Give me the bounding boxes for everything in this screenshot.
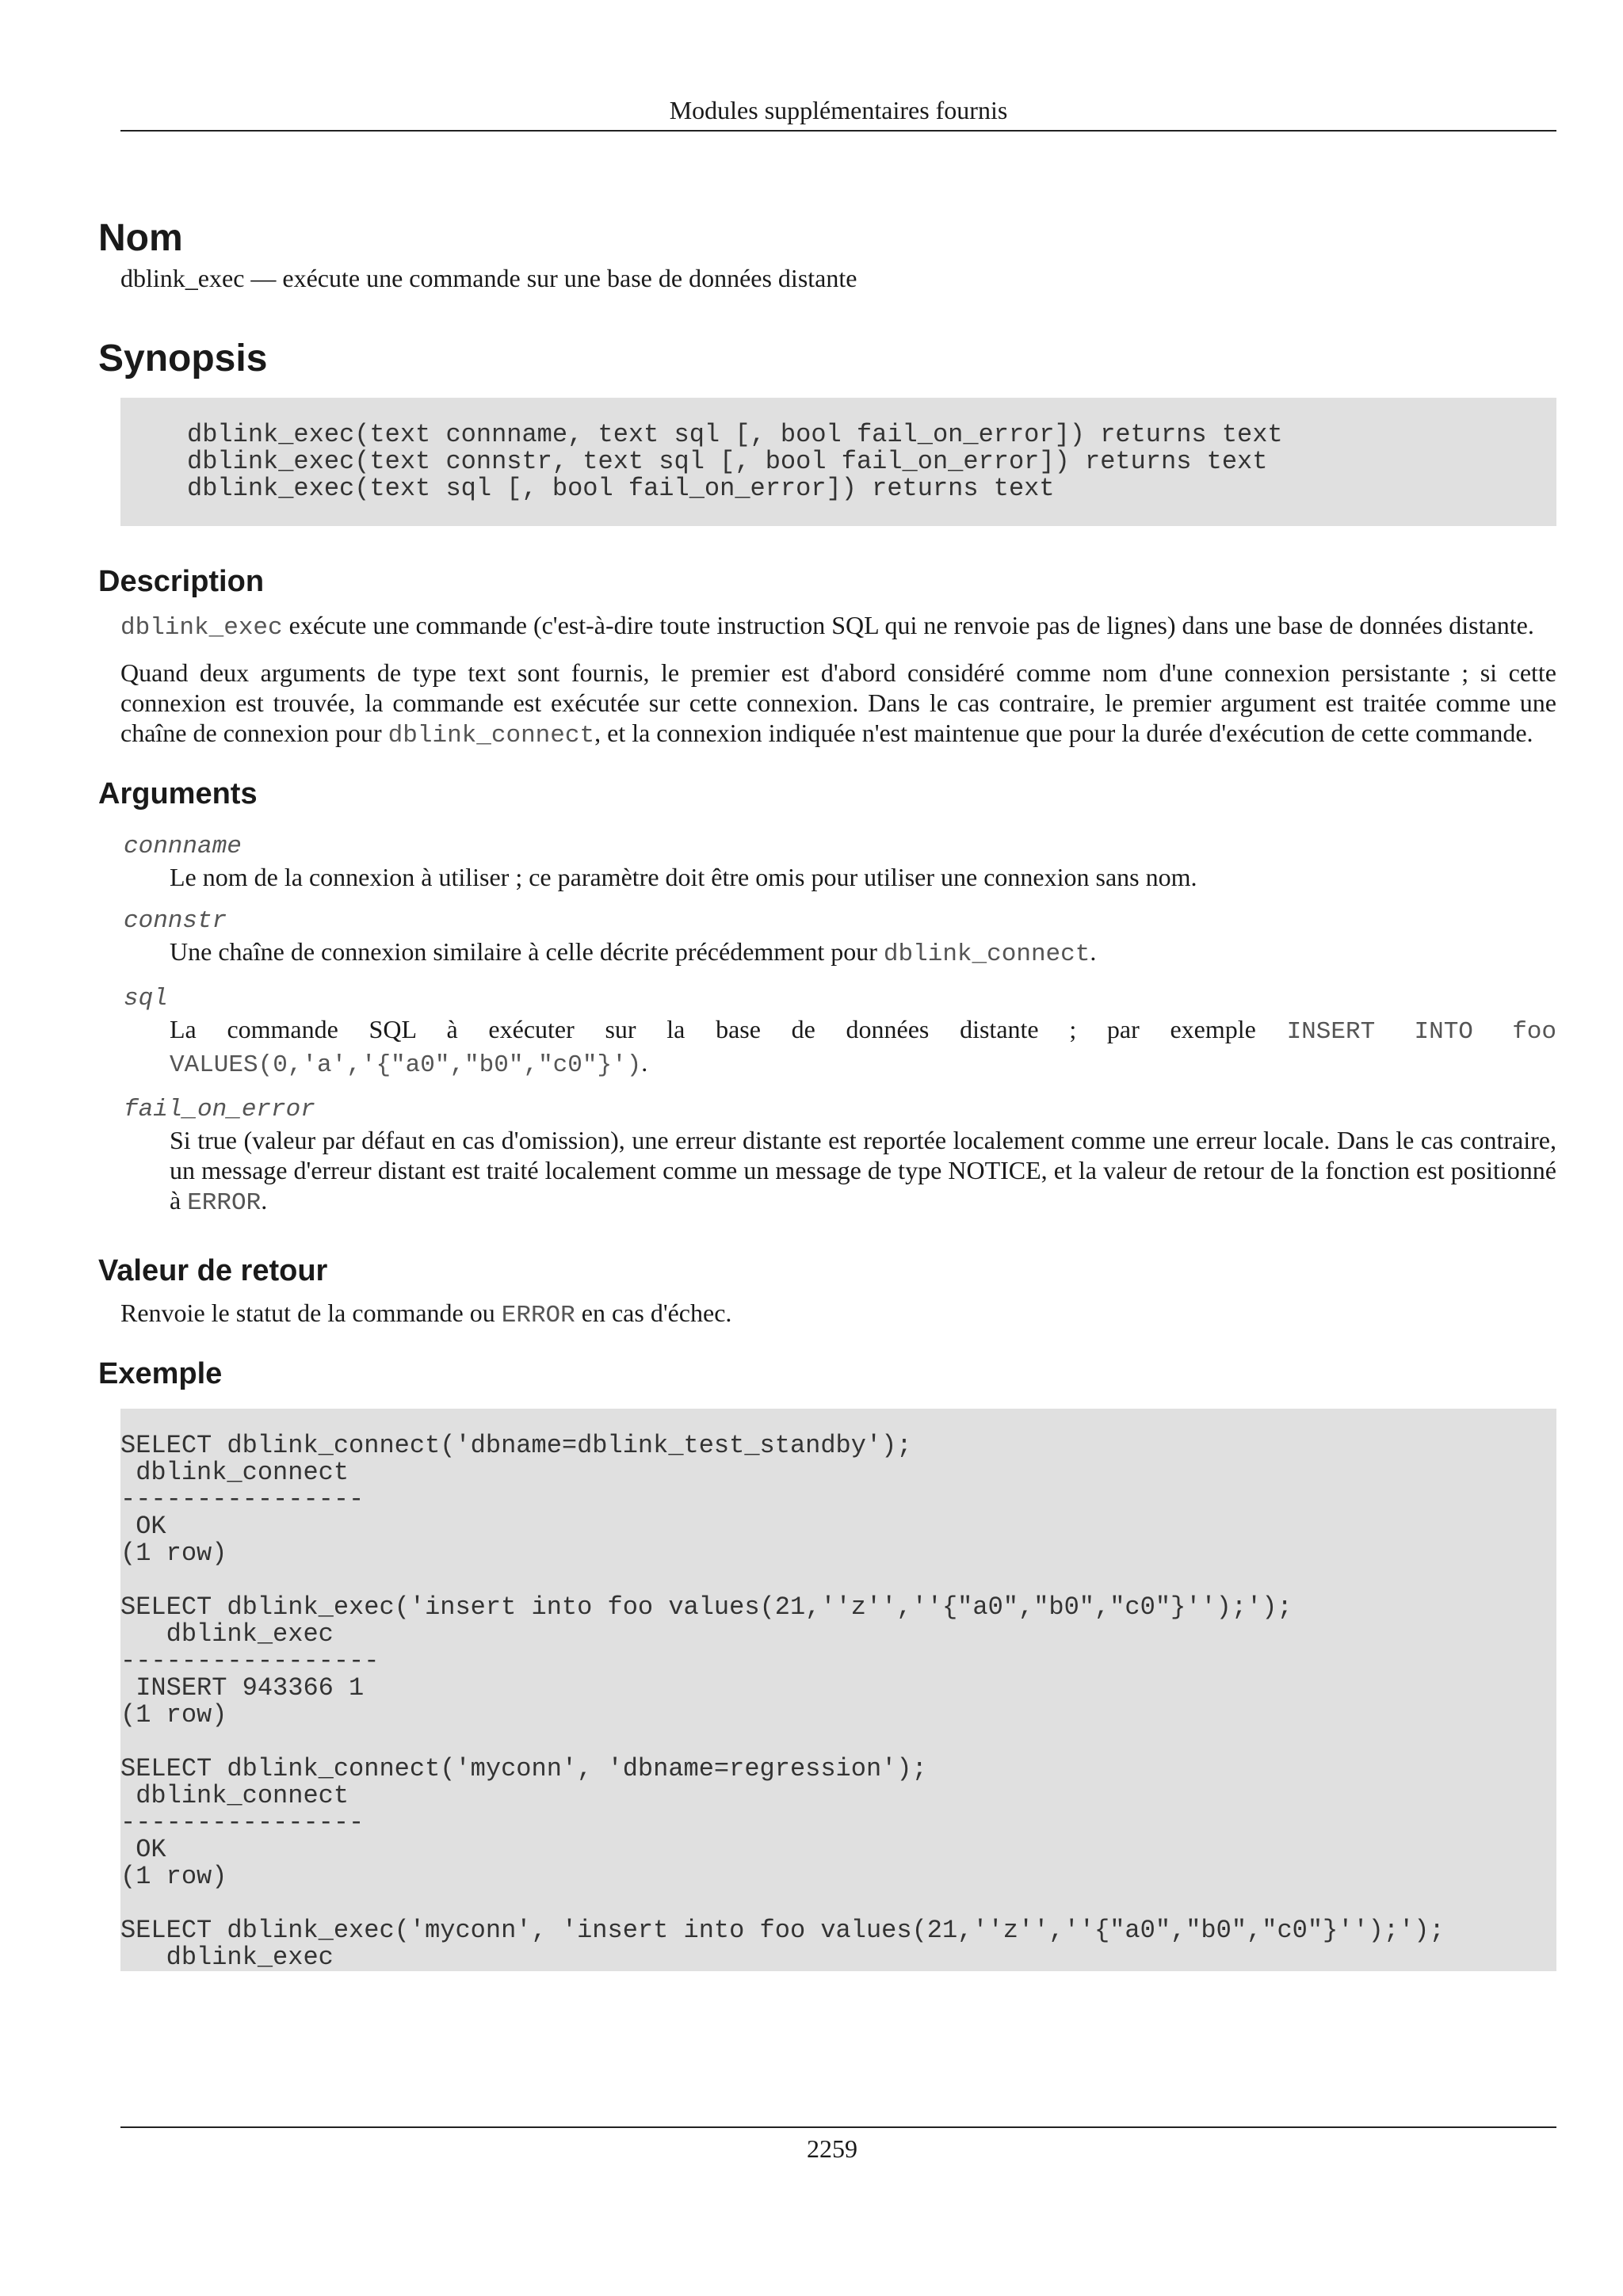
return-value-text xyxy=(120,1298,1556,1331)
footer-rule xyxy=(120,2126,1556,2128)
example-code: SELECT dblink_connect('dbname=dblink_test_standby'); dblink_connect ---------------- OK (1 row) SELECT dblink_exec('insert into foo values(21,''z'',''{"a0","b0","c0"}'');'); dblink_exec ----------------- INSERT 943366 1 (1 row) SELECT dblink_connect('myconn', 'dbname=regression'); dblink_connect ---------------- OK (1 row) SELECT dblink_exec('myconn', 'insert into foo values(21,''z'',''{"a0","b0","c0"}'');'); dblink_exec xyxy=(120,1431,1445,1971)
description-heading: Description xyxy=(98,565,265,598)
description-paragraph-2 xyxy=(120,658,1556,751)
argument-description: Le nom de la connexion à utiliser ; ce paramètre doit être omis pour utiliser une connexion sans nom. xyxy=(170,863,1197,891)
name-text: dblink_exec — exécute une commande sur une base de données distante xyxy=(120,264,857,292)
description-code-dblink-connect: dblink_connect xyxy=(388,722,595,749)
argument-description xyxy=(170,1014,1556,1081)
description-p2-before: Quand deux arguments de type text sont fournis, le premier est d'abord considéré comme nom d'une connexion persistante ; si cette connexion est trouvée, la commande est exécutée sur cette connexion. Dans le cas contraire, le premier argument est traitée comme une chaîne de connexion pour xyxy=(120,658,1556,747)
argument-term: connname xyxy=(124,833,242,860)
argument-desc-text: . xyxy=(641,1048,648,1077)
description-p1-text: exécute une commande (c'est-à-dire toute instruction SQL qui ne renvoie pas de lignes) dans une base de données distante. xyxy=(282,611,1534,639)
example-heading: Exemple xyxy=(98,1357,223,1390)
return-value-code: ERROR xyxy=(501,1302,575,1329)
return-value-after: en cas d'échec. xyxy=(575,1299,732,1327)
page-header xyxy=(120,92,1556,132)
description-p2-after: , et la connexion indiquée n'est maintenue que pour la durée d'exécution de cette commande. xyxy=(594,719,1533,747)
arguments-heading: Arguments xyxy=(98,777,258,810)
argument-desc-text: Une chaîne de connexion similaire à celle décrite précédemment pour xyxy=(170,937,884,966)
name-heading: Nom xyxy=(98,217,183,259)
description-paragraph-1 xyxy=(120,610,1556,643)
example-code-box xyxy=(120,1409,1556,1971)
synopsis-code: dblink_exec(text connname, text sql [, bool fail_on_error]) returns text dblink_exec(text connstr, text sql [, bool fail_on_error]) returns text dblink_exec(text sql [, bool fail_on_error]) returns text xyxy=(187,420,1283,503)
argument-desc-code: INSERT INTO foo VALUES(0,'a','{"a0","b0","c0"}') xyxy=(170,1018,1557,1079)
argument-sql xyxy=(98,984,1556,1081)
document-content xyxy=(98,214,1556,1971)
synopsis-code-box xyxy=(120,398,1556,526)
header-title: Modules supplémentaires fournis xyxy=(669,96,1008,124)
argument-description xyxy=(170,936,1556,970)
argument-term: sql xyxy=(124,985,168,1013)
argument-fail-on-error xyxy=(98,1095,1556,1219)
return-value-heading: Valeur de retour xyxy=(98,1254,328,1287)
argument-desc-code: dblink_connect xyxy=(883,940,1090,968)
argument-connname xyxy=(98,832,1556,892)
argument-term: fail_on_error xyxy=(124,1096,315,1123)
argument-connstr xyxy=(98,906,1556,970)
return-value-before: Renvoie le statut de la commande ou xyxy=(120,1299,502,1327)
argument-term: connstr xyxy=(124,907,227,935)
synopsis-heading: Synopsis xyxy=(98,338,268,379)
argument-desc-code: ERROR xyxy=(187,1189,262,1217)
argument-desc-text: . xyxy=(261,1186,268,1215)
argument-desc-text: La commande SQL à exécuter sur la base de données distante ; par exemple xyxy=(170,1015,1287,1043)
argument-description xyxy=(170,1125,1556,1219)
argument-desc-text: . xyxy=(1090,937,1097,966)
argument-desc-text: Si true (valeur par défaut en cas d'omission), une erreur distante est reportée localement comme une erreur locale. Dans le cas contraire, un message d'erreur distant est traité localement comme un message de type NOTICE, et la valeur de retour de la fonction est positionné à xyxy=(170,1126,1556,1215)
description-code-dblink-exec: dblink_exec xyxy=(120,614,283,642)
page-number: 2259 xyxy=(807,2134,857,2163)
